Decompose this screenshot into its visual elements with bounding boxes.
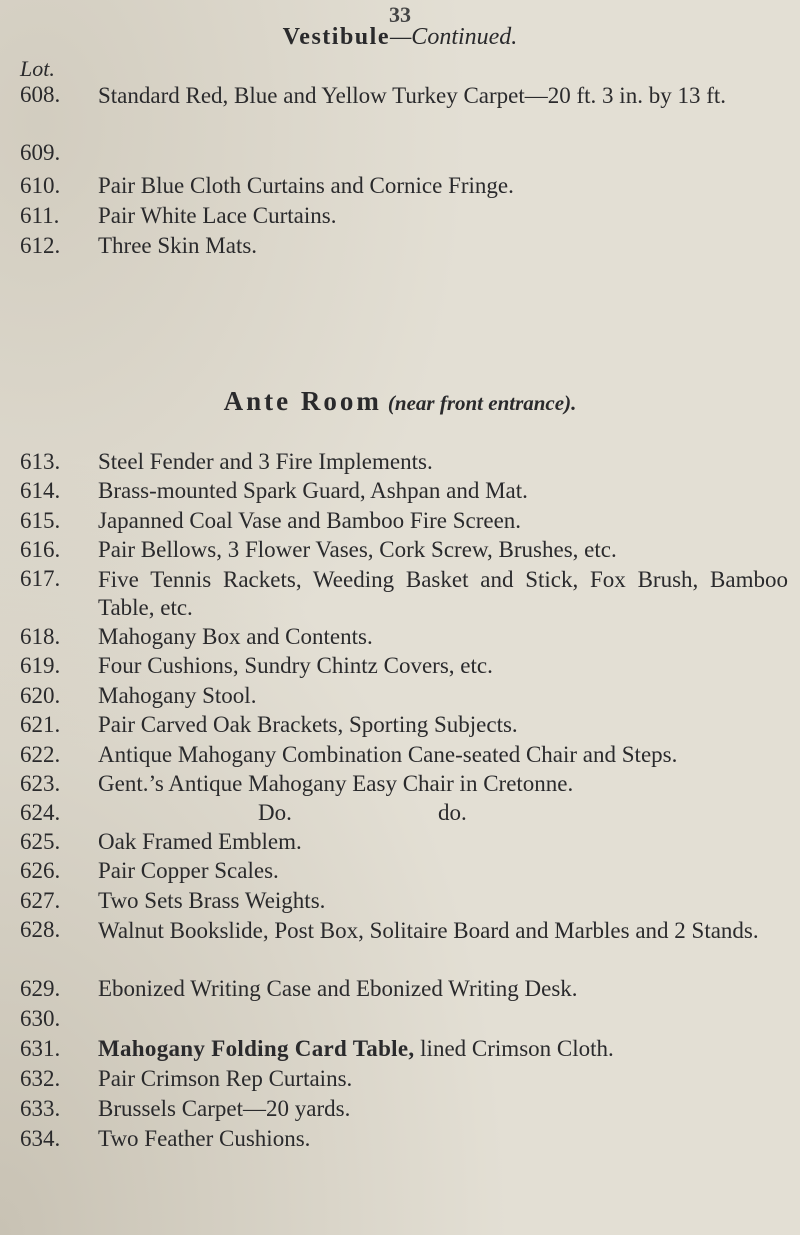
lot-number: 633.	[20, 1096, 61, 1121]
lot-description: Four Cushions, Sundry Chintz Covers, etc.	[98, 653, 493, 678]
lot-number: 618.	[20, 624, 61, 649]
lot-number: 623.	[20, 771, 61, 796]
lot-description: Mahogany Stool.	[98, 683, 257, 708]
lot-description: Five Tennis Rackets, Weeding Basket and Stick, Fox Brush, Bamboo Table, etc.	[98, 567, 788, 620]
section-subtitle: —Continued.	[389, 24, 518, 50]
lot-description-rest: lined Crimson Cloth.	[414, 1036, 614, 1061]
lot-number: 627.	[20, 888, 61, 913]
lot-description: Pair Blue Cloth Curtains and Cornice Fringe.	[98, 173, 514, 198]
lot-description: Brass-mounted Spark Guard, Ashpan and Mat.	[98, 478, 528, 503]
lot-number: 631.	[20, 1036, 61, 1061]
lot-description: Pair Bellows, 3 Flower Vases, Cork Screw, Brushes, etc.	[98, 537, 617, 562]
lot-column-header: Lot.	[20, 56, 55, 81]
lot-number: 611.	[20, 203, 60, 228]
lot-description: Three Skin Mats.	[98, 233, 258, 258]
lot-description: Pair Carved Oak Brackets, Sporting Subjects.	[98, 712, 518, 737]
lot-number: 628.	[20, 917, 61, 942]
lot-number: 624.	[20, 800, 61, 825]
lot-description-ditto: do.	[438, 800, 467, 825]
lot-number: 621.	[20, 712, 61, 737]
lot-number: 632.	[20, 1066, 61, 1091]
lot-number: 614.	[20, 478, 61, 503]
lot-description-ditto: Do.	[258, 800, 292, 825]
lot-number: 625.	[20, 829, 61, 854]
lot-description: Antique Mahogany Combination Cane-seated Chair and Steps.	[98, 742, 678, 767]
lot-description: Pair Copper Scales.	[98, 858, 279, 883]
lot-number: 622.	[20, 742, 61, 767]
lot-description: Oak Framed Emblem.	[98, 829, 302, 854]
section-heading-vestibule	[0, 24, 800, 51]
lot-description: Pair White Lace Curtains.	[98, 203, 337, 228]
lot-description: Walnut Bookslide, Post Box, Solitaire Board and Marbles and 2 Stands.	[98, 918, 759, 943]
lot-description: Ebonized Writing Case and Ebonized Writing Desk.	[98, 976, 578, 1001]
lot-description: Two Feather Cushions.	[98, 1126, 311, 1151]
lot-description: Steel Fender and 3 Fire Implements.	[98, 449, 433, 474]
lot-number: 629.	[20, 976, 61, 1001]
lot-number: 615.	[20, 508, 61, 533]
lot-description: Standard Red, Blue and Yellow Turkey Carpet—20 ft. 3 in. by 13 ft.	[98, 83, 726, 108]
lot-description: Brussels Carpet—20 yards.	[98, 1096, 351, 1121]
lot-number: 626.	[20, 858, 61, 883]
lot-number: 609.	[20, 140, 61, 165]
section-title: Vestibule	[282, 24, 390, 50]
lot-number: 610.	[20, 173, 61, 198]
lot-description: Mahogany Box and Contents.	[98, 624, 373, 649]
lot-number: 617.	[20, 566, 61, 591]
lot-description: Japanned Coal Vase and Bamboo Fire Screen.	[98, 508, 522, 533]
lot-number: 608.	[20, 82, 61, 107]
lot-number: 630.	[20, 1006, 61, 1031]
lot-number: 620.	[20, 683, 61, 708]
section-title: Ante Room	[223, 386, 382, 416]
section-subtitle: (near front entrance).	[387, 391, 577, 415]
section-heading-ante-room	[0, 386, 800, 417]
lot-description: Two Sets Brass Weights.	[98, 888, 326, 913]
lot-description	[98, 1036, 614, 1062]
lot-number: 634.	[20, 1126, 61, 1151]
page-number: 33	[389, 2, 411, 27]
lot-number: 612.	[20, 233, 61, 258]
lot-number: 613.	[20, 449, 61, 474]
lot-description: Gent.’s Antique Mahogany Easy Chair in Cretonne.	[98, 771, 574, 796]
lot-description-bold: Mahogany Folding Card Table,	[98, 1036, 415, 1061]
lot-number: 619.	[20, 653, 61, 678]
lot-number: 616.	[20, 537, 61, 562]
lot-description: Pair Crimson Rep Curtains.	[98, 1066, 353, 1091]
